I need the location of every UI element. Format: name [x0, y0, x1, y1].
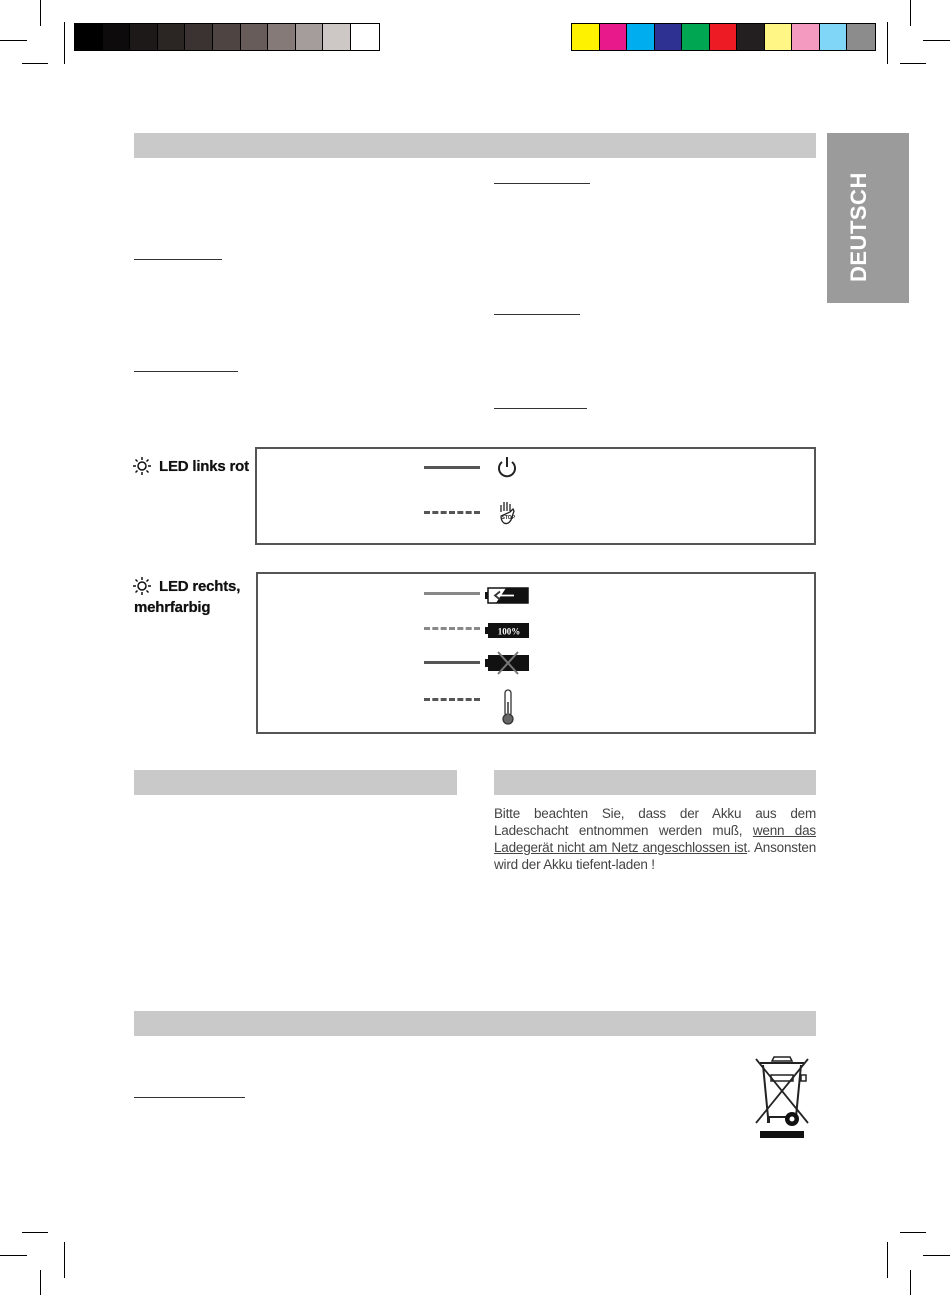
color-swatch	[323, 24, 351, 50]
color-swatch	[158, 24, 186, 50]
grayscale-color-bar	[74, 23, 380, 51]
color-swatch	[655, 24, 683, 50]
color-swatch	[185, 24, 213, 50]
battery-note-part2: . Ansonsten wird der Akku tiefent-laden !	[494, 840, 816, 872]
battery-charging-icon	[484, 586, 530, 606]
led-left-label: LED links rot	[159, 458, 249, 475]
solid-line-indicator	[424, 661, 480, 664]
color-swatch	[572, 24, 600, 50]
color-swatch	[847, 24, 875, 50]
led-right-box	[256, 572, 816, 734]
color-swatch	[627, 24, 655, 50]
subheading-underline	[134, 371, 238, 372]
subheading-underline	[134, 259, 222, 260]
dashed-line-indicator	[424, 698, 480, 701]
section-header-bar-bottom	[134, 1011, 816, 1036]
led-right-label-line2: mehrfarbig	[134, 599, 211, 616]
power-icon	[496, 455, 518, 481]
subheading-underline	[494, 408, 587, 409]
light-icon	[133, 457, 151, 475]
battery-full-icon	[484, 622, 530, 640]
led-left-box	[255, 447, 816, 545]
svg-text:100%: 100%	[497, 626, 521, 637]
color-swatch	[737, 24, 765, 50]
color-swatch	[103, 24, 131, 50]
color-swatch	[296, 24, 324, 50]
thermometer-icon	[500, 688, 516, 726]
section-header-bar-left	[134, 770, 457, 795]
battery-note-underlined: wenn das Ladegerät nicht am Netz angeschlossen ist	[494, 823, 816, 855]
battery-note-part1: Bitte beachten Sie, dass der Akku aus dem Ladeschacht entnommen werden muß,	[494, 806, 816, 838]
light-icon	[133, 577, 151, 595]
color-swatch	[792, 24, 820, 50]
dashed-line-indicator	[424, 511, 480, 514]
battery-note	[494, 805, 816, 873]
language-tab-label: DEUTSCH	[846, 172, 871, 282]
dashed-line-indicator	[424, 627, 480, 630]
svg-text:STOP: STOP	[501, 515, 516, 521]
color-swatch	[75, 24, 103, 50]
section-header-bar-top	[134, 133, 816, 158]
color-swatch	[351, 24, 379, 50]
section-header-bar-right	[494, 770, 816, 795]
subheading-underline	[134, 1097, 245, 1098]
solid-line-indicator	[424, 466, 480, 469]
color-swatch	[765, 24, 793, 50]
color-swatch	[241, 24, 269, 50]
crossed-bin-icon	[752, 1053, 812, 1141]
color-swatch	[820, 24, 848, 50]
color-swatch	[130, 24, 158, 50]
color-swatch	[268, 24, 296, 50]
color-swatch	[213, 24, 241, 50]
process-color-bar	[571, 23, 876, 51]
led-right-label-line1: LED rechts,	[159, 578, 241, 595]
stop-hand-icon	[497, 500, 517, 526]
color-swatch	[682, 24, 710, 50]
battery-error-icon	[484, 651, 530, 675]
color-swatch	[600, 24, 628, 50]
color-swatch	[710, 24, 738, 50]
subheading-underline	[494, 314, 580, 315]
solid-line-indicator	[424, 592, 480, 595]
subheading-underline	[494, 183, 590, 184]
